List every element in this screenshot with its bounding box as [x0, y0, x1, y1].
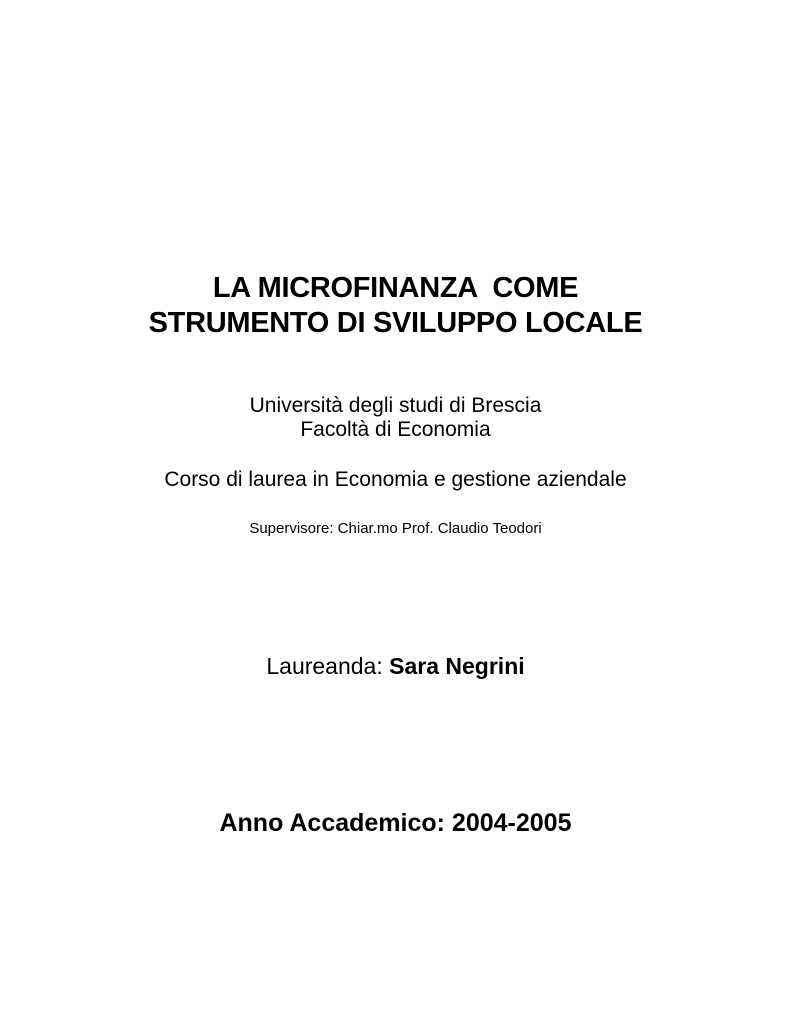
supervisor-line: Supervisore: Chiar.mo Prof. Claudio Teodori	[249, 520, 542, 537]
candidate-name: Sara Negrini	[389, 653, 525, 679]
thesis-title-line-2: STRUMENTO DI SVILUPPO LOCALE	[148, 307, 643, 339]
candidate-label: Laureanda:	[266, 653, 383, 679]
university-name: Università degli studi di Brescia	[249, 394, 542, 417]
degree-course: Corso di laurea in Economia e gestione aziendale	[164, 468, 627, 491]
academic-year: Anno Accademico: 2004-2005	[219, 809, 572, 837]
thesis-title-line-1: LA MICROFINANZA COME	[212, 272, 579, 304]
faculty-name: Facoltà di Economia	[300, 418, 491, 441]
candidate-line	[0, 655, 791, 678]
